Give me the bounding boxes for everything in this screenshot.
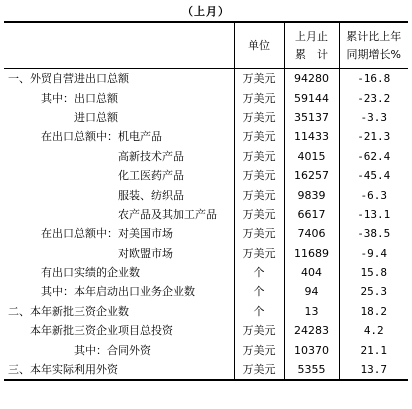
table-header <box>4 22 408 69</box>
row-value: 94280 <box>284 69 339 89</box>
row-label: 其中：合同外资 <box>74 343 151 357</box>
table-row <box>4 340 408 359</box>
row-value: 5355 <box>284 360 339 380</box>
row-growth: -9.4 <box>339 244 408 263</box>
row-value: 6617 <box>284 205 339 224</box>
row-unit: 万美元 <box>234 69 284 89</box>
row-unit: 万美元 <box>234 244 284 263</box>
header-cumulative-line1: 上月止 <box>295 29 328 43</box>
row-value: 404 <box>284 263 339 282</box>
row-growth: 18.2 <box>339 302 408 321</box>
row-value: 7406 <box>284 224 339 243</box>
row-growth: -16.8 <box>339 69 408 89</box>
row-label: 二、本年新批三资企业数 <box>8 304 129 318</box>
row-label: 农产品及其加工产品 <box>118 207 217 221</box>
header-growth-line2: 同期增长% <box>346 47 401 61</box>
row-label: 有出口实绩的企业数 <box>41 266 140 280</box>
row-unit: 万美元 <box>234 205 284 224</box>
row-value: 94 <box>284 282 339 301</box>
row-unit: 万美元 <box>234 108 284 127</box>
row-growth: 21.1 <box>339 340 408 359</box>
header-cumulative <box>284 22 339 69</box>
row-unit: 万美元 <box>234 321 284 340</box>
row-value: 4015 <box>284 147 339 166</box>
row-growth: -21.3 <box>339 127 408 146</box>
table-row <box>4 321 408 340</box>
table-caption: （上月） <box>182 5 230 18</box>
row-label: 化工医药产品 <box>118 169 184 183</box>
row-unit: 万美元 <box>234 340 284 359</box>
row-growth: 13.7 <box>339 360 408 380</box>
row-unit: 个 <box>234 282 284 301</box>
header-cumulative-line2: 累 计 <box>295 47 328 61</box>
table-row <box>4 360 408 380</box>
row-value: 13 <box>284 302 339 321</box>
row-label: 本年新批三资企业项目总投资 <box>30 324 173 338</box>
header-item <box>4 22 234 69</box>
row-value: 11433 <box>284 127 339 146</box>
row-unit: 万美元 <box>234 224 284 243</box>
table-row <box>4 282 408 301</box>
row-label: 其中：出口总额 <box>41 91 118 105</box>
row-unit: 万美元 <box>234 166 284 185</box>
row-value: 11689 <box>284 244 339 263</box>
row-unit: 个 <box>234 302 284 321</box>
row-unit: 万美元 <box>234 127 284 146</box>
table-row <box>4 88 408 107</box>
row-growth: -13.1 <box>339 205 408 224</box>
statistics-table <box>4 21 408 381</box>
table-row <box>4 244 408 263</box>
row-growth: -3.3 <box>339 108 408 127</box>
row-label: 高新技术产品 <box>118 149 184 163</box>
row-value: 24283 <box>284 321 339 340</box>
row-growth: 4.2 <box>339 321 408 340</box>
row-label: 在出口总额中：机电产品 <box>41 130 162 144</box>
table-row <box>4 224 408 243</box>
table-row <box>4 69 408 89</box>
table-row <box>4 147 408 166</box>
row-value: 35137 <box>284 108 339 127</box>
row-growth: 25.3 <box>339 282 408 301</box>
table-row <box>4 127 408 146</box>
table-row <box>4 166 408 185</box>
row-growth: -38.5 <box>339 224 408 243</box>
row-label: 对欧盟市场 <box>118 246 173 260</box>
row-growth: -23.2 <box>339 88 408 107</box>
table-row <box>4 263 408 282</box>
row-growth: -62.4 <box>339 147 408 166</box>
table-row <box>4 205 408 224</box>
table-row <box>4 108 408 127</box>
row-unit: 万美元 <box>234 185 284 204</box>
row-unit: 万美元 <box>234 88 284 107</box>
header-unit: 单位 <box>234 22 284 69</box>
row-label: 在出口总额中：对美国市场 <box>41 227 173 241</box>
row-label: 一、外贸自营进出口总额 <box>8 72 129 86</box>
row-label: 其中：本年启动出口业务企业数 <box>41 285 195 299</box>
row-label: 服装、纺织品 <box>118 188 184 202</box>
table-row <box>4 302 408 321</box>
row-growth: 15.8 <box>339 263 408 282</box>
row-growth: -6.3 <box>339 185 408 204</box>
row-unit: 万美元 <box>234 147 284 166</box>
header-growth <box>339 22 408 69</box>
row-growth: -45.4 <box>339 166 408 185</box>
row-value: 16257 <box>284 166 339 185</box>
table-row <box>4 185 408 204</box>
table-body <box>4 69 408 381</box>
row-value: 10370 <box>284 340 339 359</box>
row-value: 9839 <box>284 185 339 204</box>
row-value: 59144 <box>284 88 339 107</box>
row-unit: 个 <box>234 263 284 282</box>
row-unit: 万美元 <box>234 360 284 380</box>
header-growth-line1: 累计比上年 <box>346 29 402 43</box>
row-label: 三、本年实际利用外资 <box>4 360 234 380</box>
row-label: 进口总额 <box>74 110 118 124</box>
